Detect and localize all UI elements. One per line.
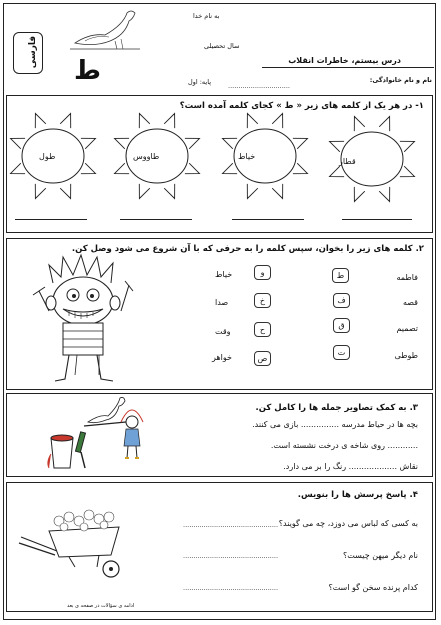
header-rule — [262, 67, 434, 68]
q2-right-letter-1: ط — [332, 268, 349, 283]
sun-shape-2 — [223, 114, 308, 199]
q4-answer-1: .............................................. — [183, 521, 279, 529]
q2-right-letter-3: ق — [333, 318, 350, 333]
q3-title: ۳. به کمک تصاویر جمله ها را کامل کن. — [255, 403, 418, 413]
q2-right-word-4: طوطی — [394, 351, 418, 360]
q3-line-1: بچه ها در حیاط مدرسه ............... بازی می کنند. — [252, 420, 418, 429]
grade-label: پایه: اول — [188, 78, 212, 86]
q1-answer-line-1 — [342, 219, 412, 220]
q2-right-word-1: فاطمه — [396, 273, 418, 282]
name-label: نام و نام خانوادگی: — [369, 76, 432, 84]
q2-left-letter-1: و — [254, 265, 271, 280]
q4-answer-2: .............................................. — [183, 552, 279, 560]
q2-left-word-3: وقت — [215, 327, 231, 336]
letter-display: ط — [74, 56, 102, 86]
q2-right-letter-2: ف — [333, 293, 350, 308]
subject-label: فارسی — [28, 35, 39, 69]
question-3 — [6, 393, 433, 477]
lesson-title: درس بیستم، خاطرات انقلاب — [288, 56, 401, 65]
wheelbarrow-flowers-icon — [19, 497, 129, 582]
q1-suns — [7, 96, 434, 234]
question-1 — [6, 95, 433, 233]
q2-left-word-1: خیاط — [215, 270, 233, 279]
q4-answer-3: .............................................. — [183, 584, 279, 592]
school-year: سال تحصیلی — [204, 42, 240, 50]
q1-word-2: خیاط — [238, 152, 256, 161]
bismillah: به نام خدا — [193, 12, 220, 20]
q2-left-letter-2: خ — [254, 293, 271, 308]
q2-right-word-3: تصمیم — [396, 324, 418, 333]
q2-left-letter-4: ص — [254, 351, 271, 366]
q2-left-word-2: صدا — [215, 298, 229, 307]
footer-note: ادامه ی سؤالات در صفحه ی بعد — [67, 603, 135, 609]
paint-bucket-icon — [43, 428, 93, 472]
q1-answer-line-4 — [15, 219, 87, 220]
q2-right-letter-4: ت — [333, 345, 350, 360]
q1-word-3: طاووس — [133, 152, 160, 161]
q1-word-1: قطار — [339, 157, 356, 166]
q2-title: ۲. کلمه های زیر را بخوان، سپس کلمه را به حرفی که با آن شروع می شود وصل کن. — [71, 244, 424, 254]
q1-answer-line-2 — [232, 219, 304, 220]
boy-illustration — [21, 251, 151, 387]
q1-answer-line-3 — [120, 219, 192, 220]
question-4 — [6, 482, 433, 612]
q3-line-2: ............ روی شاخه ی درخت نشسته است. — [270, 441, 418, 450]
q3-line-3: نقاش ................... رنگ را بر می دارد. — [283, 462, 418, 471]
girl-jump-rope-icon — [117, 402, 147, 472]
q2-left-word-4: خواهر — [212, 353, 232, 362]
q4-question-1: به کسی که لباس می دوزد، چه می گویند؟ — [278, 519, 418, 528]
q2-left-letter-3: ح — [254, 322, 271, 337]
q1-title: ۱- در هر یک از کلمه های زیر « ط » کجای کلمه آمده است؟ — [179, 101, 424, 111]
q4-question-2: نام دیگر میهن چیست؟ — [343, 551, 418, 560]
question-2 — [6, 238, 433, 390]
parrot-icon — [65, 5, 145, 55]
subject-badge — [13, 32, 43, 74]
q4-question-3: کدام پرنده سخن گو است؟ — [328, 583, 418, 592]
q1-word-4: طول — [39, 152, 56, 161]
q2-right-word-2: قصه — [402, 298, 418, 307]
q4-title: ۴. پاسخ پرسش ها را بنویس. — [297, 490, 418, 500]
name-dots: .............................. — [228, 82, 290, 90]
